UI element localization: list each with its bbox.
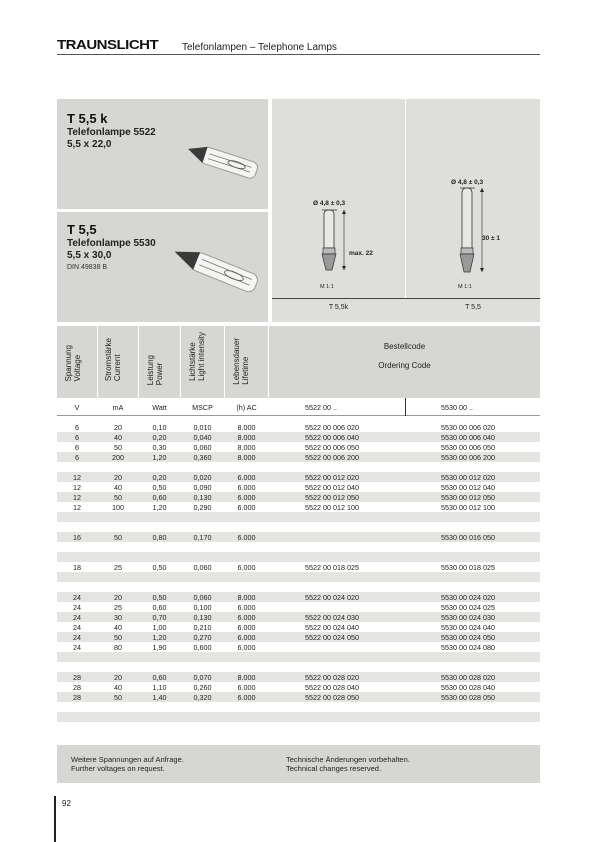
voltage-cell: 12 xyxy=(73,482,81,492)
lifetime-cell: 8.000 xyxy=(237,452,256,462)
page-number: 92 xyxy=(62,799,71,808)
product-size: 5,5 x 22,0 xyxy=(67,139,112,150)
header-order-en: Ordering Code xyxy=(378,361,431,370)
voltage-cell: 18 xyxy=(73,562,81,572)
order-5522-cell: 5522 00 012 050 xyxy=(305,492,359,502)
intensity-cell: 0,090 xyxy=(193,482,212,492)
order-5522-cell: 5522 00 024 020 xyxy=(305,592,359,602)
order-5530-cell: 5530 00 006 050 xyxy=(441,442,495,452)
intensity-cell: 0,270 xyxy=(193,632,212,642)
intensity-cell: 0,260 xyxy=(193,682,212,692)
intensity-cell: 0,320 xyxy=(193,692,212,702)
voltage-cell: 24 xyxy=(73,592,81,602)
intensity-cell: 0,060 xyxy=(193,442,212,452)
voltage-cell: 6 xyxy=(75,422,79,432)
header-current: Stromstärke Current xyxy=(104,338,122,382)
intensity-cell: 0,290 xyxy=(193,502,212,512)
lifetime-cell: 6.000 xyxy=(237,502,256,512)
order-5522-cell: 5522 00 024 030 xyxy=(305,612,359,622)
intensity-cell: 0,060 xyxy=(193,562,212,572)
power-cell: 1,20 xyxy=(152,502,167,512)
voltage-cell: 12 xyxy=(73,502,81,512)
order-5522-cell: 5522 00 028 040 xyxy=(305,682,359,692)
order-5522-cell: 5522 00 006 040 xyxy=(305,432,359,442)
order-5530-cell: 5530 00 024 030 xyxy=(441,612,495,622)
power-cell: 0,10 xyxy=(152,422,167,432)
drawing-length-label: max. 22 xyxy=(349,250,373,257)
order-5522-cell: 5522 00 012 020 xyxy=(305,472,359,482)
unit-order-5522: 5522 00 .. xyxy=(305,403,337,412)
power-cell: 1,20 xyxy=(152,452,167,462)
power-cell: 0,30 xyxy=(152,442,167,452)
voltage-cell: 6 xyxy=(75,442,79,452)
power-cell: 0,50 xyxy=(152,482,167,492)
current-cell: 50 xyxy=(114,532,122,542)
lamp-t55-image xyxy=(165,232,265,307)
voltage-cell: 12 xyxy=(73,492,81,502)
header-rule xyxy=(57,54,540,55)
order-5522-cell: 5522 00 024 040 xyxy=(305,622,359,632)
current-cell: 50 xyxy=(114,492,122,502)
order-5530-cell: 5530 00 028 050 xyxy=(441,692,495,702)
voltage-cell: 6 xyxy=(75,452,79,462)
intensity-cell: 0,020 xyxy=(193,472,212,482)
order-5522-cell: 5522 00 028 020 xyxy=(305,672,359,682)
order-5530-cell: 5530 00 012 100 xyxy=(441,502,495,512)
product-name: Telefonlampe 5522 xyxy=(67,127,156,138)
lamp-t55k-image xyxy=(182,134,268,189)
footer-right-de: Technische Änderungen vorbehalten. xyxy=(286,755,410,764)
order-5530-cell: 5530 00 016 050 xyxy=(441,532,495,542)
order-5530-cell: 5530 00 006 200 xyxy=(441,452,495,462)
intensity-cell: 0,130 xyxy=(193,612,212,622)
lifetime-cell: 6.000 xyxy=(237,482,256,492)
order-5522-cell: 5522 00 018 025 xyxy=(305,562,359,572)
drawing-baseline xyxy=(272,298,540,299)
drawing-diameter-label: Ø 4,8 ± 0,3 xyxy=(313,200,346,207)
current-cell: 20 xyxy=(114,422,122,432)
units-row-rule xyxy=(57,415,540,416)
power-cell: 1,40 xyxy=(152,692,167,702)
order-5530-cell: 5530 00 024 050 xyxy=(441,632,495,642)
voltage-cell: 24 xyxy=(73,602,81,612)
order-5530-cell: 5530 00 028 040 xyxy=(441,682,495,692)
order-5530-cell: 5530 00 006 040 xyxy=(441,432,495,442)
current-cell: 30 xyxy=(114,612,122,622)
product-code: T 5,5 xyxy=(67,222,97,237)
row-stripe xyxy=(57,652,540,662)
current-cell: 200 xyxy=(112,452,124,462)
lifetime-cell: 6.000 xyxy=(237,632,256,642)
voltage-cell: 28 xyxy=(73,682,81,692)
power-cell: 1,20 xyxy=(152,632,167,642)
current-cell: 50 xyxy=(114,632,122,642)
voltage-cell: 24 xyxy=(73,622,81,632)
header-intensity: Lichtstärke Light intensity xyxy=(188,332,206,381)
lifetime-cell: 8.000 xyxy=(237,422,256,432)
unit-power: Watt xyxy=(152,403,167,412)
intensity-cell: 0,360 xyxy=(193,452,212,462)
current-cell: 40 xyxy=(114,682,122,692)
current-cell: 40 xyxy=(114,622,122,632)
unit-voltage: V xyxy=(74,403,80,412)
intensity-cell: 0,040 xyxy=(193,432,212,442)
power-cell: 0,20 xyxy=(152,472,167,482)
header-voltage: Spannung Voltage xyxy=(64,345,82,382)
lifetime-cell: 8.000 xyxy=(237,432,256,442)
drawing-caption: T 5,5k xyxy=(328,304,349,311)
row-stripe xyxy=(57,552,540,562)
drawing-scale-label: M 1:1 xyxy=(320,284,334,290)
current-cell: 25 xyxy=(114,562,122,572)
drawing-t55k xyxy=(310,208,370,288)
voltage-cell: 12 xyxy=(73,472,81,482)
power-cell: 0,60 xyxy=(152,492,167,502)
current-cell: 50 xyxy=(114,692,122,702)
product-size: 5,5 x 30,0 xyxy=(67,250,112,261)
current-cell: 20 xyxy=(114,592,122,602)
unit-lifetime: (h) AC xyxy=(236,403,257,412)
order-5530-cell: 5530 00 028 020 xyxy=(441,672,495,682)
lifetime-cell: 6.000 xyxy=(237,622,256,632)
lifetime-cell: 6.000 xyxy=(237,612,256,622)
header-order-de: Bestellcode xyxy=(383,342,426,351)
lifetime-cell: 8.000 xyxy=(237,672,256,682)
header-divider xyxy=(97,326,98,398)
lifetime-cell: 6.000 xyxy=(237,602,256,612)
order-5530-cell: 5530 00 024 080 xyxy=(441,642,495,652)
power-cell: 0,60 xyxy=(152,602,167,612)
voltage-cell: 24 xyxy=(73,642,81,652)
order-5522-cell: 5522 00 012 040 xyxy=(305,482,359,492)
intensity-cell: 0,130 xyxy=(193,492,212,502)
lifetime-cell: 6.000 xyxy=(237,642,256,652)
power-cell: 0,50 xyxy=(152,562,167,572)
lifetime-cell: 6.000 xyxy=(237,682,256,692)
power-cell: 0,20 xyxy=(152,432,167,442)
order-column-divider xyxy=(405,398,406,416)
header-divider xyxy=(180,326,181,398)
intensity-cell: 0,010 xyxy=(193,422,212,432)
current-cell: 80 xyxy=(114,642,122,652)
product-panel-t55 xyxy=(57,212,268,322)
intensity-cell: 0,600 xyxy=(193,642,212,652)
power-cell: 0,50 xyxy=(152,592,167,602)
order-5522-cell: 5522 00 028 050 xyxy=(305,692,359,702)
header-divider xyxy=(224,326,225,398)
order-5530-cell: 5530 00 024 020 xyxy=(441,592,495,602)
order-5530-cell: 5530 00 024 040 xyxy=(441,622,495,632)
power-cell: 1,00 xyxy=(152,622,167,632)
order-5530-cell: 5530 00 012 020 xyxy=(441,472,495,482)
drawing-diameter-label: Ø 4,8 ± 0,3 xyxy=(451,179,484,186)
unit-order-5530: 5530 00 .. xyxy=(441,403,473,412)
drawing-length-label: 30 ± 1 xyxy=(482,235,501,242)
drawing-caption: T 5,5 xyxy=(465,304,481,311)
current-cell: 100 xyxy=(112,502,124,512)
intensity-cell: 0,070 xyxy=(193,672,212,682)
lifetime-cell: 8.000 xyxy=(237,592,256,602)
current-cell: 50 xyxy=(114,442,122,452)
intensity-cell: 0,210 xyxy=(193,622,212,632)
intensity-cell: 0,100 xyxy=(193,602,212,612)
order-5522-cell: 5522 00 012 100 xyxy=(305,502,359,512)
lifetime-cell: 6.000 xyxy=(237,472,256,482)
current-cell: 20 xyxy=(114,472,122,482)
lifetime-cell: 6.000 xyxy=(237,562,256,572)
power-cell: 1,90 xyxy=(152,642,167,652)
lifetime-cell: 8.000 xyxy=(237,442,256,452)
current-cell: 20 xyxy=(114,672,122,682)
footer-left-de: Weitere Spannungen auf Anfrage. xyxy=(71,755,184,764)
unit-intensity: MSCP xyxy=(192,403,213,412)
voltage-cell: 24 xyxy=(73,612,81,622)
order-5530-cell: 5530 00 006 020 xyxy=(441,422,495,432)
footer-right-en: Technical changes reserved. xyxy=(286,764,382,773)
product-din: DIN 49838 B xyxy=(67,264,108,271)
header-power: Leistung Power xyxy=(146,355,164,386)
lifetime-cell: 6.000 xyxy=(237,532,256,542)
brand-logo: TRAUNSLICHT xyxy=(57,38,159,53)
order-5522-cell: 5522 00 006 020 xyxy=(305,422,359,432)
unit-current: mA xyxy=(112,403,124,412)
order-5530-cell: 5530 00 012 040 xyxy=(441,482,495,492)
order-5522-cell: 5522 00 006 050 xyxy=(305,442,359,452)
order-5530-cell: 5530 00 018 025 xyxy=(441,562,495,572)
product-name: Telefonlampe 5530 xyxy=(67,238,156,249)
row-stripe xyxy=(57,572,540,582)
product-panel-t55k xyxy=(57,99,268,209)
power-cell: 0,60 xyxy=(152,672,167,682)
header-lifetime: Lebensdauer Lifetime xyxy=(232,338,250,385)
row-stripe xyxy=(57,512,540,522)
lifetime-cell: 6.000 xyxy=(237,692,256,702)
current-cell: 40 xyxy=(114,432,122,442)
order-5530-cell: 5530 00 024 025 xyxy=(441,602,495,612)
page-header-title: Telefonlampen – Telephone Lamps xyxy=(182,42,337,53)
footer-left-en: Further voltages on request. xyxy=(71,764,165,773)
current-cell: 40 xyxy=(114,482,122,492)
power-cell: 0,70 xyxy=(152,612,167,622)
power-cell: 0,80 xyxy=(152,532,167,542)
intensity-cell: 0,170 xyxy=(193,532,212,542)
voltage-cell: 6 xyxy=(75,432,79,442)
order-5522-cell: 5522 00 006 200 xyxy=(305,452,359,462)
voltage-cell: 28 xyxy=(73,672,81,682)
voltage-cell: 16 xyxy=(73,532,81,542)
order-5530-cell: 5530 00 012 050 xyxy=(441,492,495,502)
drawing-scale-label: M 1:1 xyxy=(458,284,472,290)
lifetime-cell: 6.000 xyxy=(237,492,256,502)
page-margin-rule xyxy=(54,796,56,842)
voltage-cell: 28 xyxy=(73,692,81,702)
drawing-divider xyxy=(405,99,406,299)
header-divider xyxy=(138,326,139,398)
row-stripe xyxy=(57,712,540,722)
voltage-cell: 24 xyxy=(73,632,81,642)
product-code: T 5,5 k xyxy=(67,111,108,126)
order-5522-cell: 5522 00 024 050 xyxy=(305,632,359,642)
current-cell: 25 xyxy=(114,602,122,612)
power-cell: 1,10 xyxy=(152,682,167,692)
intensity-cell: 0,060 xyxy=(193,592,212,602)
